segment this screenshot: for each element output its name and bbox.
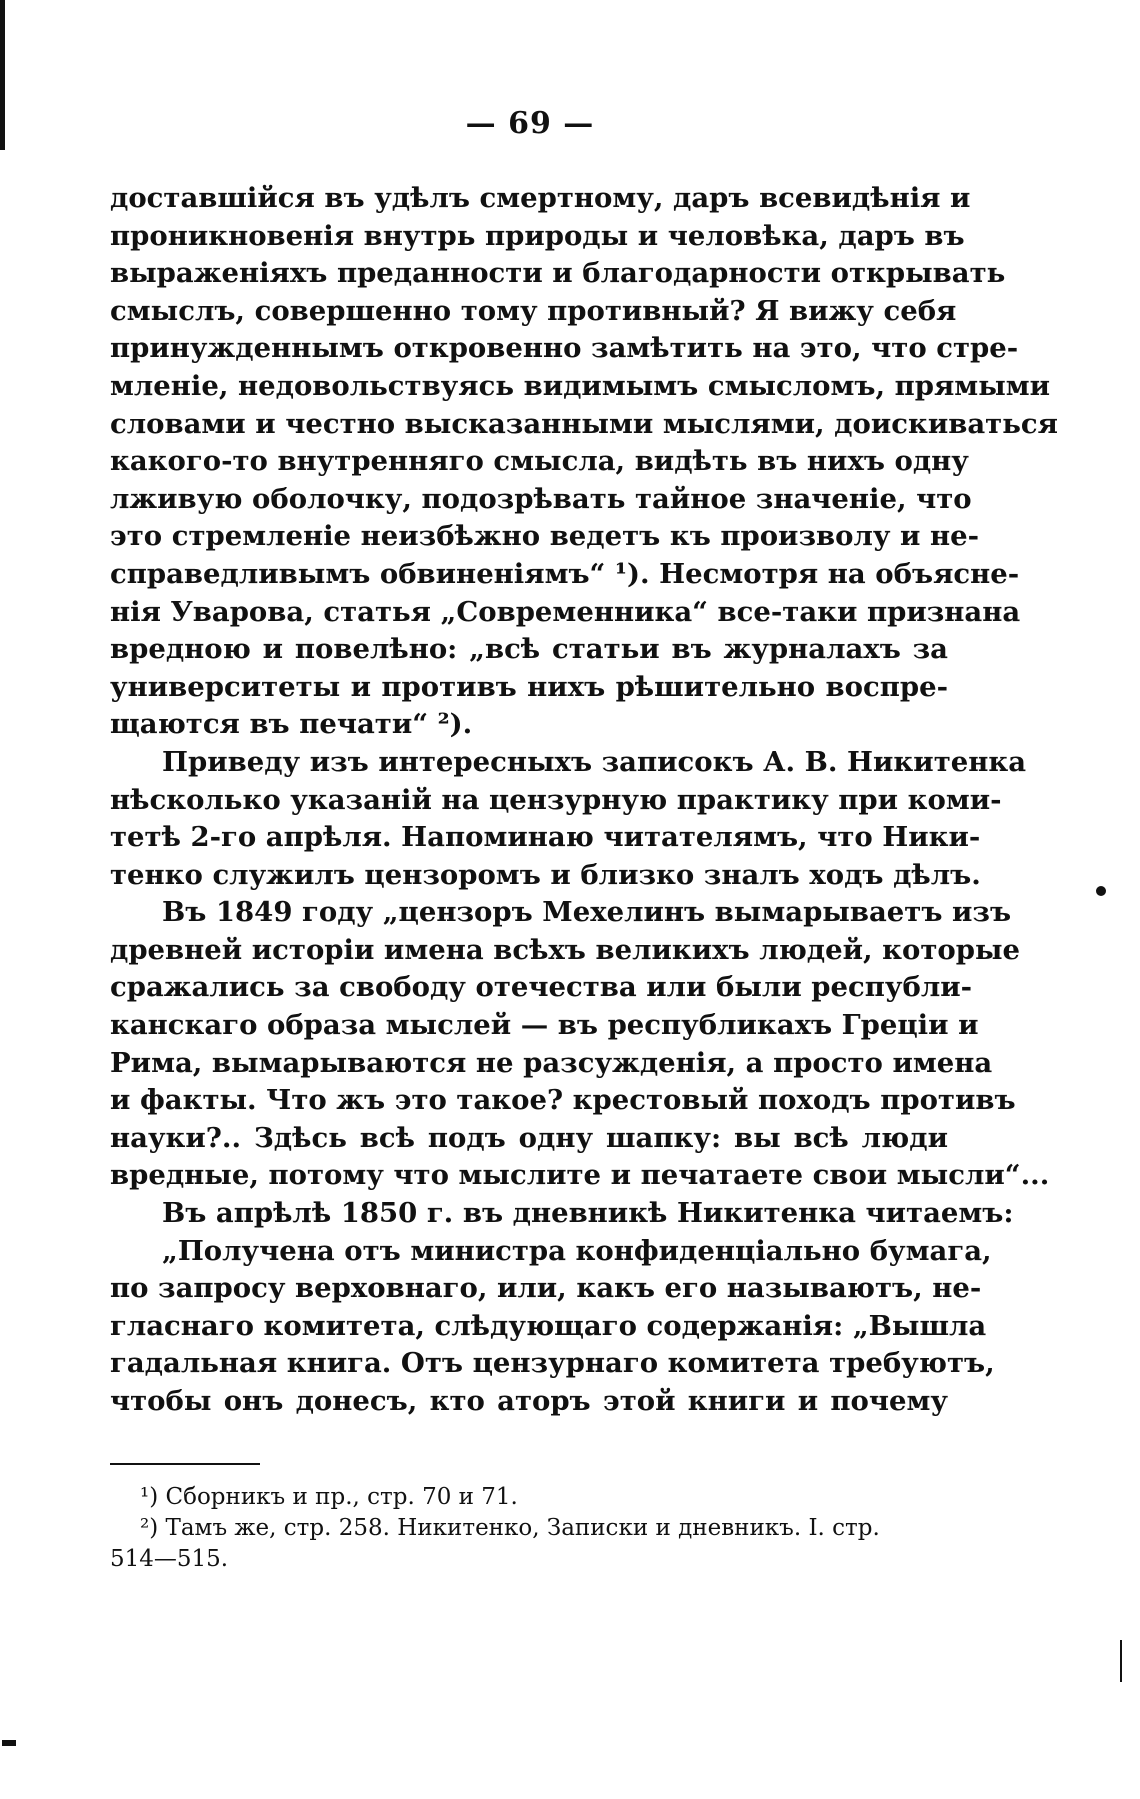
footnote-line: ²) Тамъ же, стр. 258. Никитенко, Записки и дневникъ. I. стр. (140, 1515, 880, 1541)
text-line: тенко служилъ цензоромъ и близко зналъ ходъ дѣлъ. (110, 858, 981, 891)
text-line: Въ 1849 году „цензоръ Мехелинъ вымарываетъ изъ (162, 896, 1012, 929)
text-line: и факты. Что жъ это такое? крестовый походъ противъ (110, 1084, 1016, 1117)
text-line: принужденнымъ откровенно замѣтить на это, что стре- (110, 332, 1019, 365)
text-line: нія Уварова, статья „Современника“ все-таки признана (110, 595, 1021, 628)
left-edge-scan-mark-lower (2, 1740, 16, 1746)
text-line: мленіе, недовольствуясь видимымъ смысломъ, прямыми (110, 369, 1051, 402)
footnote-line: 514—515. (110, 1546, 229, 1572)
text-line: смыслъ, совершенно тому противный? Я вижу себя (110, 294, 957, 327)
text-line: гласнаго комитета, слѣдующаго содержанія: „Вышла (110, 1309, 987, 1342)
text-line: щаются въ печати“ ²). (110, 708, 473, 741)
footnote-divider (110, 1463, 260, 1465)
text-line: тетѣ 2-го апрѣля. Напоминаю читателямъ, что Ники- (110, 821, 981, 854)
text-line: нѣсколько указаній на цензурную практику при коми- (110, 783, 1002, 816)
text-line: вредные, потому что мыслите и печатаете свои мысли“... (110, 1159, 1050, 1192)
footnote-line: ¹) Сборникъ и пр., стр. 70 и 71. (140, 1484, 518, 1510)
text-line: гадальная книга. Отъ цензурнаго комитета требуютъ, (110, 1347, 995, 1380)
text-line: Въ апрѣлѣ 1850 г. въ дневникѣ Никитенка читаемъ: (162, 1197, 1014, 1230)
text-line: Рима, вымарываются не разсужденія, а просто имена (110, 1046, 993, 1079)
text-line: сражались за свободу отечества или были республи- (110, 971, 973, 1004)
text-line: вредною и повелѣно: „всѣ статьи въ журналахъ за (110, 633, 948, 666)
text-line: проникновенія внутрь природы и человѣка, даръ въ (110, 219, 965, 252)
text-line: древней исторіи имена всѣхъ великихъ людей, которые (110, 933, 1021, 966)
text-line: справедливымъ обвиненіямъ“ ¹). Несмотря на объясне- (110, 557, 1020, 590)
text-line: это стремленіе неизбѣжно ведетъ къ произволу и не- (110, 520, 980, 553)
text-line: канскаго образа мыслей — въ республикахъ Греціи и (110, 1009, 979, 1042)
text-line: какого-то внутренняго смысла, видѣть въ нихъ одну (110, 445, 969, 478)
right-edge-scan-mark (1120, 1640, 1122, 1682)
margin-dot-mark (1096, 886, 1106, 896)
text-line: доставшійся въ удѣлъ смертному, даръ всевидѣнія и (110, 182, 971, 214)
text-line: чтобы онъ донесъ, кто аторъ этой книги и почему (110, 1385, 948, 1417)
text-line: университеты и противъ нихъ рѣшительно воспре- (110, 670, 948, 703)
text-line: „Получена отъ министра конфиденціально бумага, (162, 1234, 992, 1267)
page-number: — 69 — (465, 106, 595, 141)
text-line: науки?.. Здѣсь всѣ подъ одну шапку: вы всѣ люди (110, 1121, 948, 1154)
body-text (110, 180, 1058, 1421)
text-line: по запросу верховнаго, или, какъ его называютъ, не- (110, 1272, 982, 1305)
footnotes (110, 1482, 948, 1575)
text-line: Приведу изъ интересныхъ записокъ А. В. Никитенка (162, 745, 1027, 778)
text-line: лживую оболочку, подозрѣвать тайное значеніе, что (110, 482, 972, 515)
text-line: словами и честно высказанными мыслями, доискиваться (110, 407, 1058, 440)
text-line: выраженіяхъ преданности и благодарности открывать (110, 257, 1006, 290)
